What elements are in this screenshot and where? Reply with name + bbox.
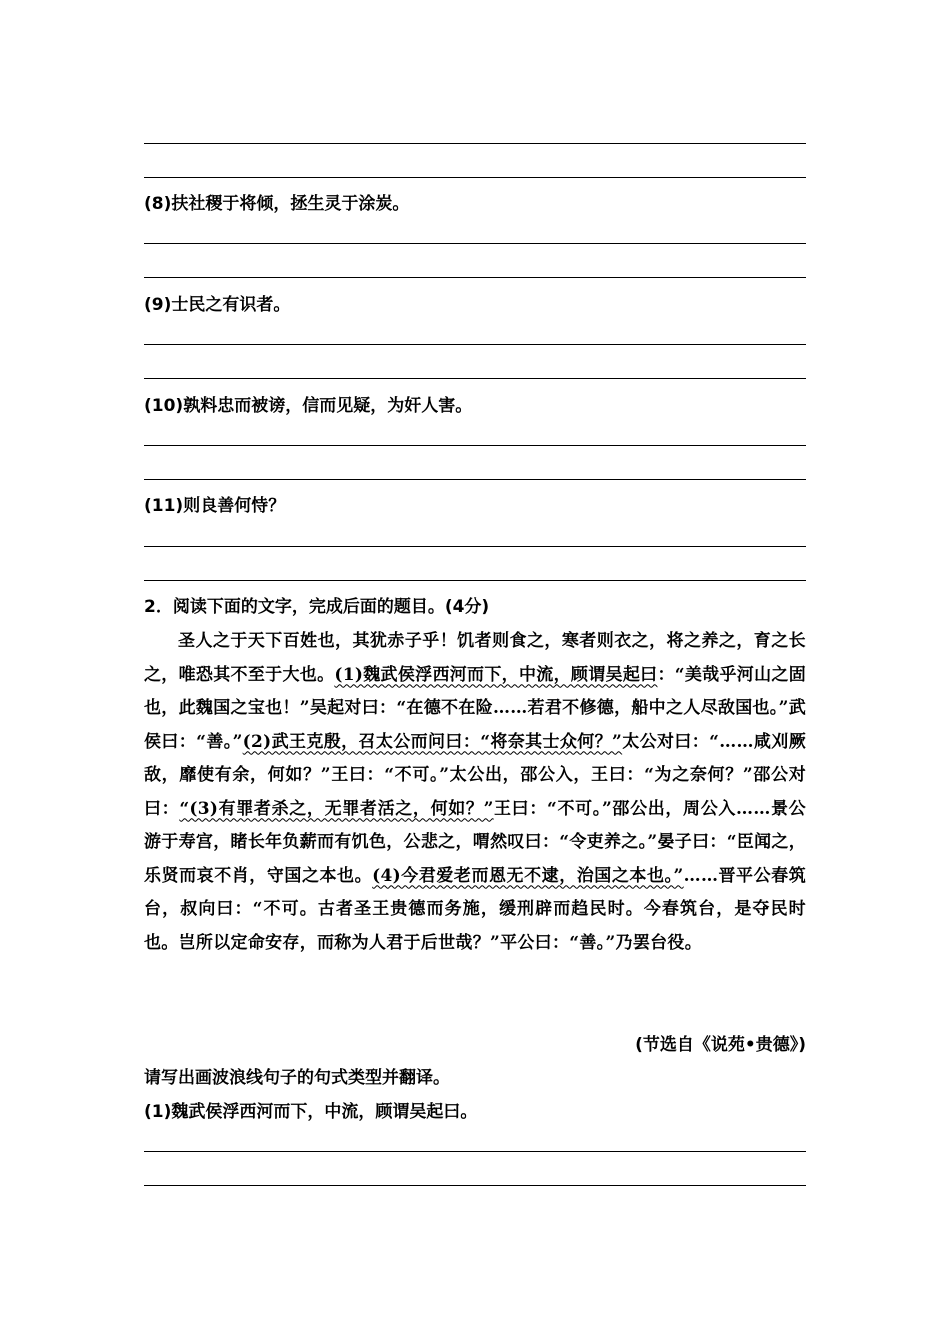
passage-text: ……晋平公春筑台，叔向曰：“不可。古者圣王贵德而务施，缓刑辟而趋民时。今春筑台，是夺民时也。岂所以定命安存，而称为人君于后世哉？”平公曰：“善。”乃罢台役。 — [144, 865, 806, 953]
question-10: (10)孰料忠而被谤，信而见疑，为奸人害。 — [144, 396, 473, 416]
answer-line — [144, 580, 806, 581]
answer-line — [144, 143, 806, 144]
wavy-sentence-2: (2)武王克殷，召太公而问曰：“将奈其士众何？” — [242, 731, 623, 752]
passage-text: ：“美哉乎河山之固也，此魏国之宝也！”吴起对曰：“在德不在险……若君不修德，船中之人尽敌国也。”武侯曰：“善。” — [144, 664, 806, 752]
answer-line — [144, 546, 806, 547]
wavy-sentence-3: “(3)有罪者杀之，无罪者活之，何如？” — [179, 798, 494, 819]
answer-line — [144, 1151, 806, 1152]
answer-line — [144, 445, 806, 446]
answer-line — [144, 277, 806, 278]
instruction: 请写出画波浪线句子的句式类型并翻译。 — [144, 1068, 450, 1088]
passage-text: 太公对曰：“……咸刈厥敌，靡使有余，何如？”王曰：“不可。”太公出，邵公入，王曰：“为之奈何？”邵公对曰： — [144, 731, 806, 819]
answer-line — [144, 1185, 806, 1186]
sub-question-1: (1)魏武侯浮西河而下，中流，顾谓吴起曰。 — [144, 1102, 478, 1122]
answer-line — [144, 243, 806, 244]
wavy-sentence-1: (1)魏武侯浮西河而下，中流，顾谓吴起曰 — [334, 664, 658, 685]
answer-line — [144, 479, 806, 480]
wavy-sentence-4: (4)今君爱老而恩无不逮，治国之本也。” — [372, 865, 684, 886]
passage-text: 王曰：“不可。”邵公出，周公入……景公游于寿宫，睹长年负薪而有饥色，公悲之，喟然叹曰：“令吏养之。”晏子曰：“臣闻之，乐贤而哀不肖，守国之本也。 — [144, 798, 806, 886]
answer-line — [144, 378, 806, 379]
section-2-heading: 2．阅读下面的文字，完成后面的题目。(4分) — [144, 597, 490, 617]
passage-source: (节选自《说苑•贵德》) — [635, 1035, 806, 1055]
answer-line — [144, 177, 806, 178]
document-page — [144, 0, 806, 1344]
question-9: (9)士民之有识者。 — [144, 295, 291, 315]
answer-line — [144, 344, 806, 345]
classical-passage — [144, 625, 806, 960]
passage-text: 圣人之于天下百姓也，其犹赤子乎！饥者则食之，寒者则衣之，将之养之，育之长之，唯恐其不至于大也。 — [144, 631, 806, 685]
question-8: (8)扶社稷于将倾，拯生灵于涂炭。 — [144, 194, 410, 214]
question-11: (11)则良善何恃？ — [144, 496, 286, 516]
